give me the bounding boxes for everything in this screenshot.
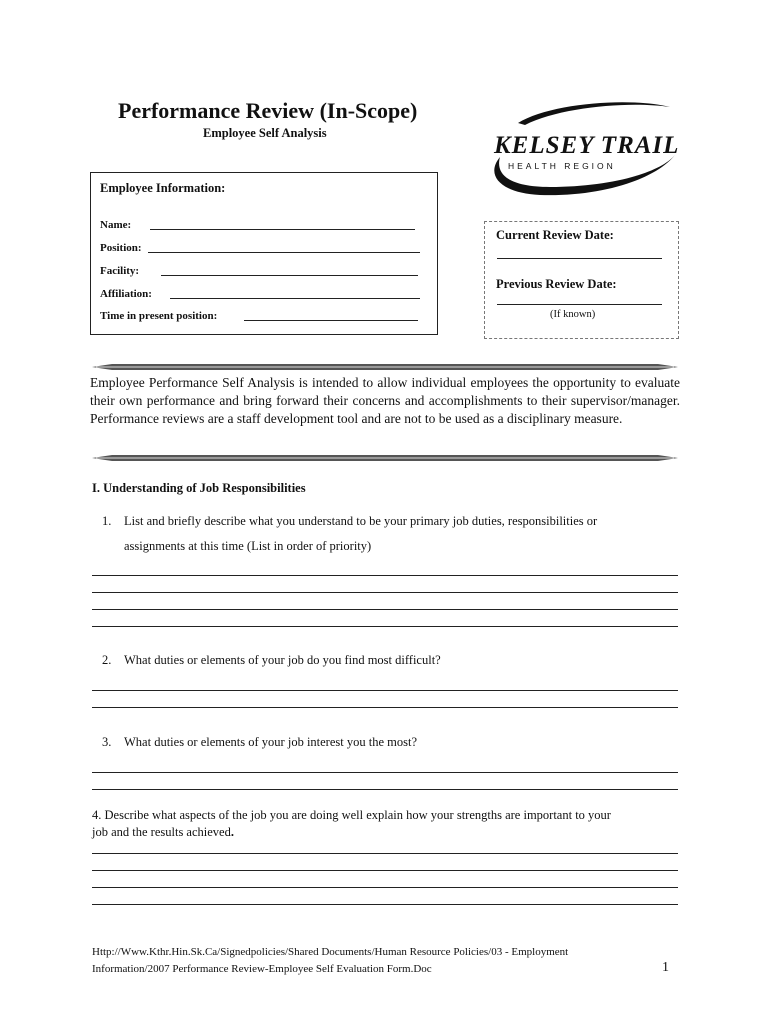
decorative-divider <box>92 363 678 371</box>
previous-review-date-label: Previous Review Date: <box>496 277 617 291</box>
svg-text:HEALTH REGION: HEALTH REGION <box>508 161 616 171</box>
name-input-line[interactable] <box>150 219 415 230</box>
footer-path-line1: Http://Www.Kthr.Hin.Sk.Ca/Signedpolicies/Shared Documents/Human Resource Policies/03 - Employment <box>92 946 569 958</box>
position-field[interactable] <box>100 242 142 254</box>
facility-field[interactable] <box>100 265 139 277</box>
affiliation-label: Affiliation: <box>100 288 152 300</box>
page-title: Performance Review (In-Scope) <box>118 98 418 123</box>
decorative-divider <box>92 454 678 462</box>
question-1 <box>102 514 111 529</box>
time-in-position-input-line[interactable] <box>244 310 418 321</box>
question-2-number: 2. <box>102 653 112 667</box>
employee-info-heading: Employee Information: <box>100 181 226 195</box>
question-3-number: 3. <box>102 735 112 749</box>
name-field[interactable] <box>100 219 131 231</box>
intro-paragraph: Employee Performance Self Analysis is intended to allow individual employees the opportunity to evaluate their own performance and bring forward their concerns and accomplishments to their supervisor/manager. Performance reviews are a staff development tool and are not to be used as a disciplinary measure. <box>90 375 680 426</box>
answer-line[interactable] <box>92 870 678 871</box>
question-4-text: 4. Describe what aspects of the job you are doing well explain how your strengths are important to your <box>92 808 611 822</box>
if-known-note: (If known) <box>550 309 596 320</box>
position-label: Position: <box>100 242 142 254</box>
answer-line[interactable] <box>92 772 678 773</box>
logo-swoosh-icon <box>480 95 680 205</box>
time-in-position-label: Time in present position: <box>100 310 218 322</box>
time-in-position-field[interactable] <box>100 310 217 322</box>
answer-line[interactable] <box>92 904 678 905</box>
question-1-text-cont: assignments at this time (List in order of priority) <box>124 539 372 553</box>
footer-path <box>92 944 568 978</box>
answer-line[interactable] <box>92 690 678 691</box>
name-label: Name: <box>100 219 132 231</box>
svg-text:KELSEY TRAIL: KELSEY TRAIL <box>494 132 680 159</box>
question-3-text: What duties or elements of your job interest you the most? <box>124 735 417 749</box>
page-number: 1 <box>662 960 669 975</box>
footer-path-line2: Information/2007 Performance Review-Employee Self Evaluation Form.Doc <box>92 963 432 975</box>
current-review-date-line[interactable] <box>497 258 662 259</box>
current-review-date-label: Current Review Date: <box>496 228 614 242</box>
kelsey-trail-logo <box>480 95 680 205</box>
question-2-text: What duties or elements of your job do you find most difficult? <box>124 653 441 667</box>
facility-input-line[interactable] <box>161 265 418 276</box>
question-4-text-cont: job and the results achieved. <box>92 825 234 839</box>
answer-line[interactable] <box>92 626 678 627</box>
section-heading: I. Understanding of Job Responsibilities <box>92 481 306 495</box>
answer-line[interactable] <box>92 789 678 790</box>
previous-review-date-line[interactable] <box>497 304 662 305</box>
facility-label: Facility: <box>100 265 140 277</box>
affiliation-input-line[interactable] <box>170 288 420 299</box>
answer-line[interactable] <box>92 609 678 610</box>
answer-line[interactable] <box>92 853 678 854</box>
page-subtitle: Employee Self Analysis <box>203 126 327 140</box>
question-1-text: List and briefly describe what you understand to be your primary job duties, responsibilities or <box>124 514 598 528</box>
position-input-line[interactable] <box>148 242 420 253</box>
answer-line[interactable] <box>92 707 678 708</box>
question-number: 1. <box>102 514 112 528</box>
answer-line[interactable] <box>92 575 678 576</box>
answer-line[interactable] <box>92 592 678 593</box>
answer-line[interactable] <box>92 887 678 888</box>
affiliation-field[interactable] <box>100 288 152 300</box>
